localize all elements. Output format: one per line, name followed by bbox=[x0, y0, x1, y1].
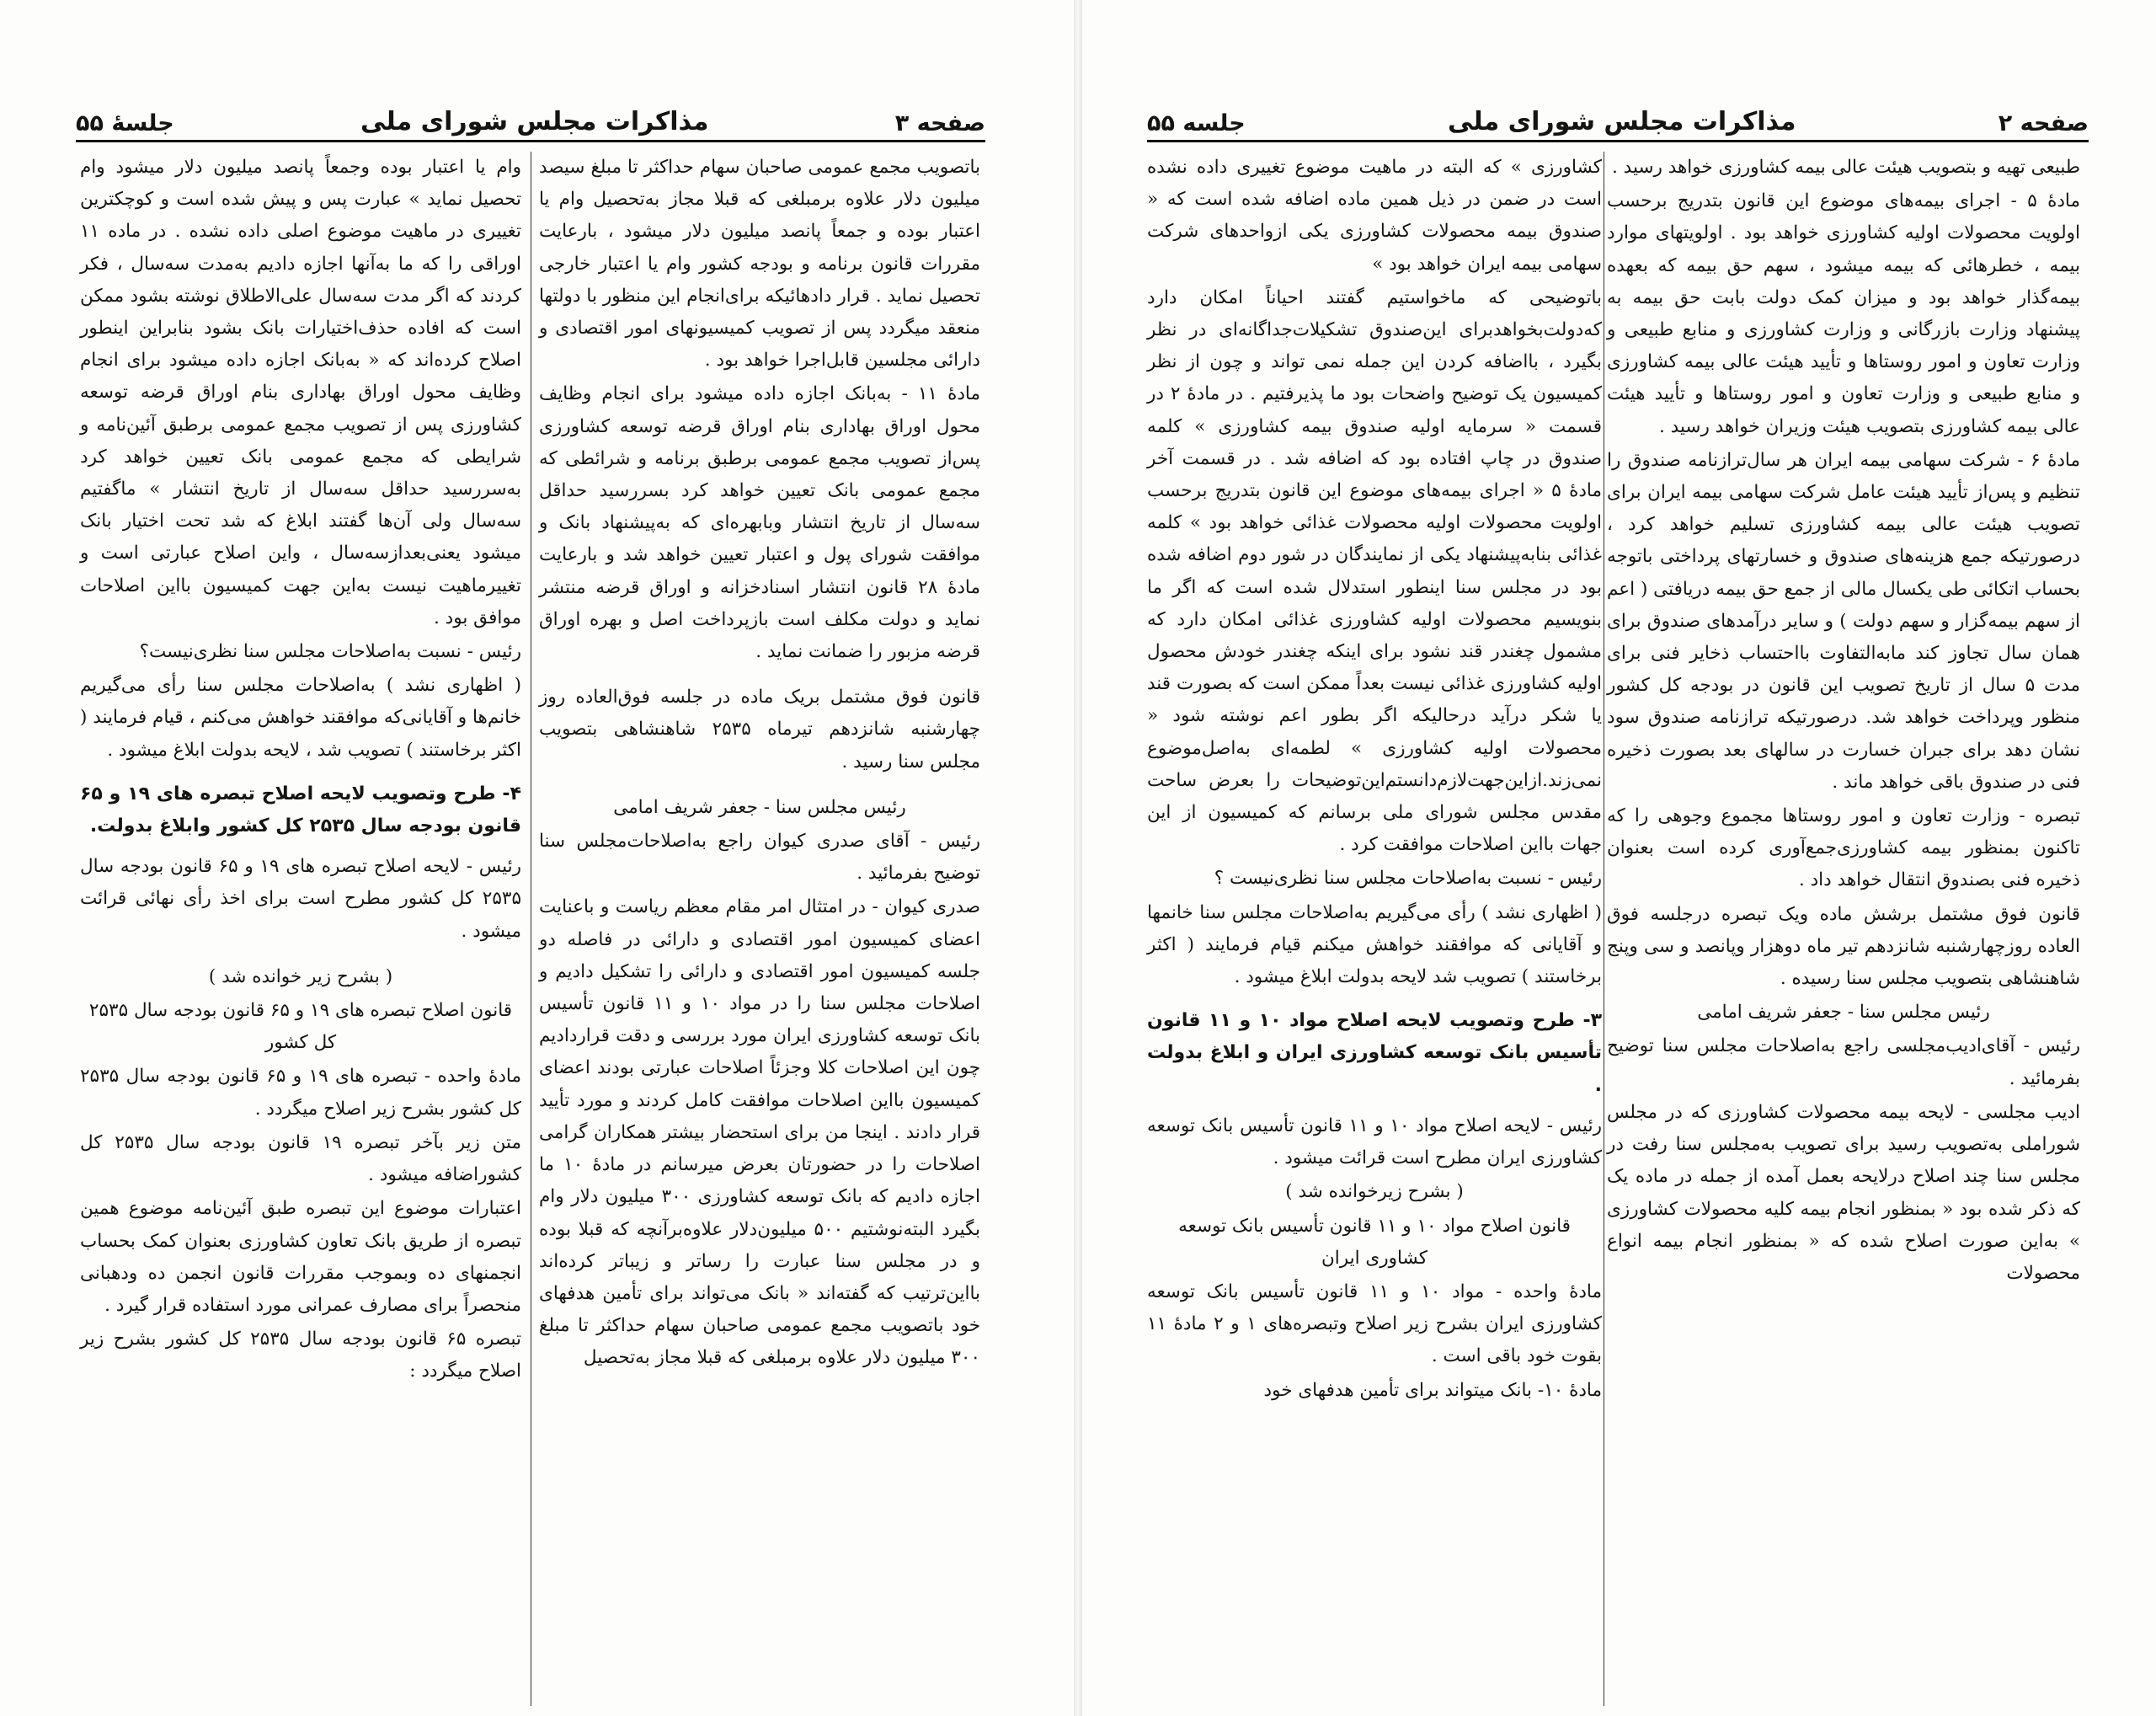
page-number: صفحه ۲ bbox=[1998, 110, 2089, 136]
section-heading: ۳- طرح وتصویب لایحه اصلاح مواد ۱۰ و ۱۱ قانون تأسیس بانک توسعه کشاورزی ایران و ابلاغ بدولت . bbox=[1147, 1010, 1603, 1096]
paragraph: ( اظهاری نشد ) به‌اصلاحات مجلس سنا رأی می‌گیریم خانم‌ها و آقایانی‌که موافقند خواهش می‌کنم ، قیام فرمایند ( اکثر برخاستند ) تصویب شد ، لایحه بدولت ابلاغ میشود . bbox=[80, 675, 521, 761]
paragraph: مادهٔ ۶ - شرکت سهامی بیمه ایران هر سال‌ترازنامه صندوق را تنظیم و پس‌از تأیید هیئت عامل شرکت سهامی بیمه ایران برای تصویب هیئت عالی بیمه کشاورزی تسلیم خواهد کرد ، درصورتیکه جمع هزینه‌های صندوق و خسارتهای پرداختی باتوجه بحساب اتکائی طی یکسال مالی از جمع حق بیمه دریافتی ( اعم از سهم بیمه‌گزار و سهم دولت ) و سایر درآمدهای صندوق برای همان سال تجاوز کند مابه‌التفاوت بااحتساب ذخایر فنی برای مدت ۵ سال از تاریخ تصویب این قانون در بودجه کل کشور منظور وپرداخت خواهد شد. درصورتیکه ترازنامه صندوق سود نشان دهد برای جبران خسارت در سالهای بعد بصورت ذخیره فنی در صندوق باقی خواهد ماند . bbox=[1607, 449, 2080, 793]
paragraph: باتوضیحی که ماخواستیم گفتند احیاناً امکان دارد که‌دولت‌بخواهدبرای این‌صندوق تشکیلات‌جداگانه‌ای در نظر بگیرد ، بااضافه کردن این جمله نمی تواند و چون از نظر کمیسیون یک توضیح واضحات بود ما پذیرفتیم . در مادهٔ ۲ در قسمت « سرمایه اولیه صندوق بیمه کشاورزی » کلمه صندوق در چاپ افتاده بود که اضافه شد . در قسمت آخر مادهٔ ۵ « اجرای بیمه‌های موضوع این قانون بتدریج برحسب اولویت محصولات اولیه محصولات غذائی خواهد بود » کلمه غذائی بنابه‌پیشنهاد یکی از نمایندگان در شور دوم اضافه شده بود در مجلس سنا اینطور استدلال شده است که اگر ما بنویسیم محصولات اولیه کشاورزی غذائی امکان دارد که مشمول چغندر قند نشود برای اینکه چغندر خودش محصول اولیه کشاورزی غذائی نیست بعداً ممکن است که بصورت قند یا شکر درآید درحالیکه اگر بطور اعم نوشته شود « محصولات اولیه کشاورزی » لطمه‌ای به‌اصل‌موضوع نمی‌زند.ازاین‌جهت‌لازم‌دانستم‌این‌توضیحات را بعرض ساحت مقدس مجلس شورای ملی برسانم که کمیسیون از این جهات بااین اصلاحات موافقت کرد . bbox=[1147, 286, 1602, 856]
paragraph: قانون اصلاح تبصره های ۱۹ و ۶۵ قانون بودجه سال ۲۵۳۵ کل کشور bbox=[88, 1000, 513, 1054]
paragraph: قانون اصلاح مواد ۱۰ و ۱۱ قانون تأسیس بانک توسعه کشاوری ایران bbox=[1178, 1215, 1571, 1269]
session-number: جلسه ۵۵ bbox=[1147, 110, 1246, 136]
header-rule bbox=[76, 140, 985, 142]
paragraph: رئیس - آقای صدری کیوان راجع به‌اصلاحات‌مجلس سنا توضیح بفرمائید . bbox=[539, 831, 980, 885]
paragraph: متن زیر بآخر تبصره ۱۹ قانون بودجه سال ۲۵۳۵ کل کشوراضافه میشود . bbox=[80, 1131, 521, 1186]
paragraph: ادیب مجلسی - لایحه بیمه محصولات کشاورزی که در مجلس شوراملی به‌تصویب رسید برای تصویب به‌مجلس سنا رفت در مجلس سنا چند اصلاح درلایحه بعمل آمده از جمله در ماده یک که ذکر شده بود « بمنظور انجام بیمه کلیه محصولات کشاورزی » به‌این صورت اصلاح شده که « بمنظور انجام بیمه انواع محصولات bbox=[1607, 1101, 2080, 1284]
paragraph: رئیس - لایحه اصلاح تبصره های ۱۹ و ۶۵ قانون بودجه سال ۲۵۳۵ کل کشور مطرح است برای اخذ رأی نهائی قرائت میشود . bbox=[80, 856, 521, 942]
paragraph: رئیس - نسبت به‌اصلاحات مجلس سنا نظری‌نیست ؟ bbox=[1214, 868, 1602, 890]
paragraph: ( اظهاری نشد ) رأی می‌گیریم به‌اصلاحات مجلس سنا خانمها و آقایانی که موافقند خواهش میکنم قیام فرمایند ( اکثر برخاستند ) تصویب شد لایحه بدولت ابلاغ میشود . bbox=[1147, 901, 1602, 988]
page-header bbox=[1147, 99, 2089, 136]
signature-line: رئیس مجلس سنا - جعفر شریف امامی bbox=[613, 796, 906, 818]
text-column-right bbox=[539, 152, 980, 1377]
right-page bbox=[1078, 0, 2156, 1716]
header-title: مذاکرات مجلس شورای ملی bbox=[360, 107, 709, 136]
page-header bbox=[76, 99, 985, 136]
text-column-right bbox=[1607, 152, 2080, 1291]
paragraph: اعتبارات موضوع این تبصره طبق آئین‌نامه موضوع همین تبصره از طریق بانک تعاون کشاورزی بعنوان کمک بحساب انجمنهای ده وبموجب مقررات قانون انجمن ده ودهبانی منحصراً برای مصارف عمرانی مورد استفاده قرار گیرد . bbox=[80, 1198, 521, 1316]
paragraph: طبیعی تهیه و بتصویب هیئت عالی بیمه کشاورزی خواهد رسید . bbox=[1612, 157, 2080, 178]
paragraph: قانون فوق مشتمل برشش ماده ویک تبصره درجلسه فوق العاده روزچهارشنبه شانزدهم تیر ماه دوهزار وپانصد و سی وپنج شاهنشاهی بتصویب مجلس سنا رسیده . bbox=[1607, 903, 2080, 990]
text-column-left bbox=[80, 152, 521, 1390]
paragraph: کشاورزی » که البته در ماهیت موضوع تغییری داده نشده است در ضمن در ذیل همین ماده اضافه شده است که « صندوق بیمه محصولات کشاورزی یکی ازواحدهای شرکت سهامی بیمه ایران خواهد بود » bbox=[1147, 157, 1602, 275]
paragraph: مادهٔ ۵ - اجرای بیمه‌های موضوع این قانون بتدریج برحسب اولویت محصولات اولیه کشاورزی خواهد بود . اولویتهای موارد بیمه ، خطرهائی که بیمه میشود ، سهم حق بیمه که بعهده بیمه‌گذار خواهد بود و میزان کمک دولت بابت حق بیمه به پیشنهاد وزارت بازرگانی و وزارت کشاورزی و منابع طبیعی و وزارت تعاون و امور روستاها و تأیید هیئت عالی بیمه کشاورزی و منابع طبیعی و وزارت تعاون و امور روستاها و تأیید هیئت عالی بیمه کشاورزی بتصویب هیئت وزیران خواهد رسید . bbox=[1607, 190, 2080, 437]
signature-line: رئیس مجلس سنا - جعفر شریف امامی bbox=[1697, 1002, 1990, 1024]
session-number: جلسهٔ ۵۵ bbox=[76, 110, 174, 136]
paragraph: مادهٔ ۱۱ - به‌بانک اجازه داده میشود برای انجام وظایف محول اوراق بهاداری بنام اوراق قرضه توسعه کشاورزی پس‌از تصویب مجمع عمومی برطبق برنامه و شرائطی که مجمع عمومی بانک تعیین خواهد کرد بسررسید حداقل سه‌سال از تاریخ انتشار وبابهره‌ای که به‌پیشنهاد بانک و موافقت شورای پول و اعتبار تعیین خواهد شد و بارعایت مادهٔ ۲۸ قانون انتشار اسنادخزانه و اوراق قرضه منتشر نماید و دولت مکلف است بازپرداخت اصل و بهره اوراق قرضه مزبور را ضمانت نماید . bbox=[539, 383, 980, 663]
paragraph: مادهٔ واحده - تبصره های ۱۹ و ۶۵ قانون بودجه سال ۲۵۳۵ کل کشور بشرح زیر اصلاح میگردد . bbox=[80, 1066, 522, 1120]
paragraph: رئیس - آقای‌ادیب‌مجلسی راجع به‌اصلاحات مجلس سنا توضیح بفرمائید . bbox=[1607, 1035, 2080, 1089]
paragraph: ( بشرح زیرخوانده شد ) bbox=[1285, 1181, 1464, 1203]
page-number: صفحه ۳ bbox=[894, 110, 985, 136]
paragraph: رئیس - نسبت به‌اصلاحات مجلس سنا نظری‌نیست؟ bbox=[139, 641, 521, 663]
paragraph: مادهٔ ۱۰- بانک میتواند برای تأمین هدفهای خود bbox=[1263, 1379, 1602, 1401]
paragraph: قانون فوق مشتمل بریک ماده در جلسه فوق‌العاده روز چهارشنبه شانزدهم تیرماه ۲۵۳۵ شاهنشاهی بتصویب مجلس سنا رسید . bbox=[539, 687, 980, 772]
text-column-left bbox=[1147, 152, 1602, 1409]
paragraph: تبصره - وزارت تعاون و امور روستاها مجموع وجوهی را که تاکنون بمنظور بیمه کشاورزی‌جمع‌آوری کرده است بعنوان ذخیره فنی بصندوق انتقال خواهد داد . bbox=[1607, 805, 2080, 891]
paragraph: رئیس - لایحه اصلاح مواد ۱۰ و ۱۱ قانون تأسیس بانک توسعه کشاورزی ایران مطرح است قرائت میشود . bbox=[1147, 1115, 1602, 1169]
paragraph: باتصویب مجمع عمومی صاحبان سهام حداکثر تا مبلغ سیصد میلیون دلار علاوه برمبلغی که قبلا مجاز به‌تحصیل وام یا اعتبار بوده و جمعاً پانصد میلیون دلار میشود ، بارعایت مقررات قانون برنامه و بودجه کشور وام یا اعتبار خارجی تحصیل نماید . قرار دادهائیکه برای‌انجام این منظور با دولتها منعقد میگردد پس از تصویب کمیسیونهای امور اقتصادی و دارائی مجلسین قابل‌اجرا خواهد بود . bbox=[539, 157, 980, 372]
section-heading: ۴- طرح وتصویب لایحه اصلاح تبصره های ۱۹ و ۶۵ قانون بودجه سال ۲۵۳۵ کل کشور وابلاغ بدولت. bbox=[80, 783, 521, 837]
paragraph: تبصره ۶۵ قانون بودجه سال ۲۵۳۵ کل کشور بشرح زیر اصلاح میگردد : bbox=[80, 1328, 522, 1382]
header-rule bbox=[1147, 140, 2089, 142]
paragraph: صدری کیوان - در امتثال امر مقام معظم ریاست و باعنایت اعضای کمیسیون امور اقتصادی و دارائی در فاصله دو جلسه کمیسیون امور اقتصادی و دارائی را تشکیل دادیم و اصلاحات مجلس سنا را در مواد ۱۰ و ۱۱ قانون تأسیس بانک توسعه کشاورزی ایران مورد بررسی و دقت قراردادیم چون این اصلاحات کلا وجزئاً اصلاحات عبارتی بودند اعضای کمیسیون بااین اصلاحات موافقت کامل کردند و مورد تأیید قرار دادند . اینجا من برای استحضار بیشتر همکاران گرامی اصلاحات را در حضورتان بعرض میرسانم در مادهٔ ۱۰ ما اجازه دادیم که بانک توسعه کشاورزی ۳۰۰ میلیون دلار وام بگیرد البته‌نوشتیم ۵۰۰ میلیون‌دلار علاوه‌برآنچه که قبلا بوده و در مجلس سنا عبارت را رساتر و زیباتر کرده‌اند بااین‌ترتیب که گفته‌اند « بانک می‌تواند برای تأمین هدفهای خود باتصویب مجمع عمومی صاحبان سهام حداکثر تا مبلغ ۳۰۰ میلیون دلار علاوه برمبلغی که قبلا مجاز به‌تحصیل bbox=[539, 896, 980, 1369]
header-title: مذاکرات مجلس شورای ملی bbox=[1448, 107, 1796, 136]
paragraph: ( بشرح زیر خوانده شد ) bbox=[208, 965, 393, 987]
paragraph: مادهٔ واحده - مواد ۱۰ و ۱۱ قانون تأسیس بانک توسعه کشاورزی ایران بشرح زیر اصلاح وتبصره‌های ۱ و ۲ مادهٔ ۱۱ بقوت خود باقی است . bbox=[1147, 1280, 1602, 1367]
paragraph: وام یا اعتبار بوده وجمعاً پانصد میلیون دلار میشود وام تحصیل نماید » عبارت پس و پیش شده است و کوچکترین تغییری در ماهیت موضوع اصلی داده نشده . در ماده ۱۱ اوراقی را که ما به‌آنها اجازه دادیم به‌مدت سه‌سال ، فکر کردند که اگر مدت سه‌سال علی‌الاطلاق نوشته بشود ممکن است که افاده حذف‌اختیارات بانک بشود بنابراین اینطور اصلاح کرده‌اند که « به‌بانک اجازه داده میشود برای انجام وظایف محول اوراق بهاداری بنام اوراق قرضه توسعه کشاورزی پس از تصویب مجمع عمومی برطبق آئین‌نامه و شرایطی که مجمع عمومی بانک تعیین خواهد کرد به‌سررسید حداقل سه‌سال از تاریخ انتشار » ماگفتیم سه‌سال ولی آن‌ها گفتند ابلاغ که شد تحت اختیار بانک میشود یعنی‌بعدازسه‌سال ، واین اصلاح عبارتی است و تغییرماهیت نیست به‌این جهت کمیسیون بااین اصلاحات موافق بود . bbox=[80, 157, 521, 628]
